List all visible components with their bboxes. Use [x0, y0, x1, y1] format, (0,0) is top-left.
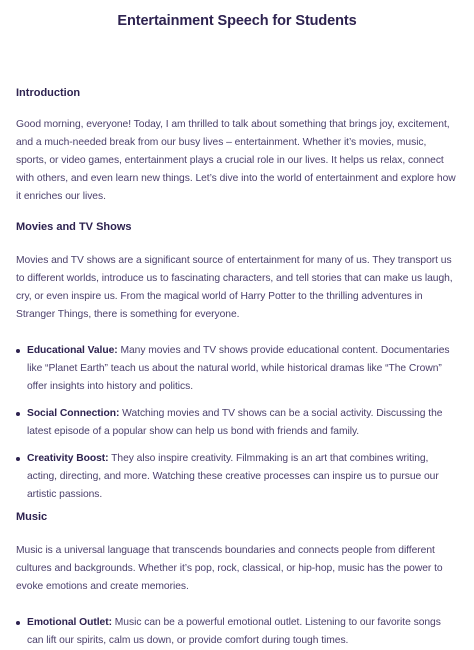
page-title: Entertainment Speech for Students	[117, 13, 357, 29]
bullet-icon	[16, 349, 20, 353]
section-heading-music: Music	[16, 511, 48, 523]
music-paragraph: Music is a universal language that transcends boundaries and connects people from different cultures and backgrounds. Whether it’s pop, rock, classical, or hip-hop, music has the power to evoke emotions and create memories.	[16, 545, 443, 592]
list-item-term: Creativity Boost:	[27, 453, 109, 464]
section-heading-introduction: Introduction	[16, 87, 81, 99]
bullet-icon	[16, 621, 20, 625]
list-item-text: Music can be a powerful emotional outlet. Listening to our favorite songs can lift our spirits, calm us down, or provide comfort during tough times.	[27, 617, 441, 646]
list-item	[16, 342, 458, 396]
music-bullet-list	[16, 614, 458, 650]
list-item-term: Social Connection:	[27, 408, 120, 419]
list-item	[16, 405, 458, 441]
list-item-text: Many movies and TV shows provide educational content. Documentaries like “Planet Earth” teach us about the natural world, while historical dramas like “The Crown” offer insights into history and politics.	[27, 345, 450, 392]
section-heading-movies: Movies and TV Shows	[16, 221, 132, 233]
list-item	[16, 614, 458, 650]
movies-bullet-list	[16, 342, 458, 504]
list-item-term: Educational Value:	[27, 345, 118, 356]
list-item	[16, 450, 458, 504]
bullet-icon	[16, 457, 20, 461]
movies-paragraph: Movies and TV shows are a significant source of entertainment for many of us. They transport us to different worlds, introduce us to fascinating characters, and tell stories that can make us laugh, cry, or even inspire us. From the magical world of Harry Potter to the thrilling adventures in Stranger Things, there is something for everyone.	[16, 255, 453, 320]
list-item-text: They also inspire creativity. Filmmaking is an art that combines writing, acting, directing, and more. Watching these creative processes can inspire us to pursue our artistic passions.	[27, 453, 439, 500]
list-item-term: Emotional Outlet:	[27, 617, 112, 628]
list-item-text: Watching movies and TV shows can be a social activity. Discussing the latest episode of a popular show can help us bond with friends and family.	[27, 408, 443, 437]
introduction-paragraph: Good morning, everyone! Today, I am thrilled to talk about something that brings joy, excitement, and a much-needed break from our busy lives – entertainment. Whether it’s movies, music, sports, or video games, entertainment plays a crucial role in our lives. It helps us relax, connect with others, and even learn new things. Let’s dive into the world of entertainment and explore how it enriches our lives.	[16, 119, 456, 202]
bullet-icon	[16, 412, 20, 416]
